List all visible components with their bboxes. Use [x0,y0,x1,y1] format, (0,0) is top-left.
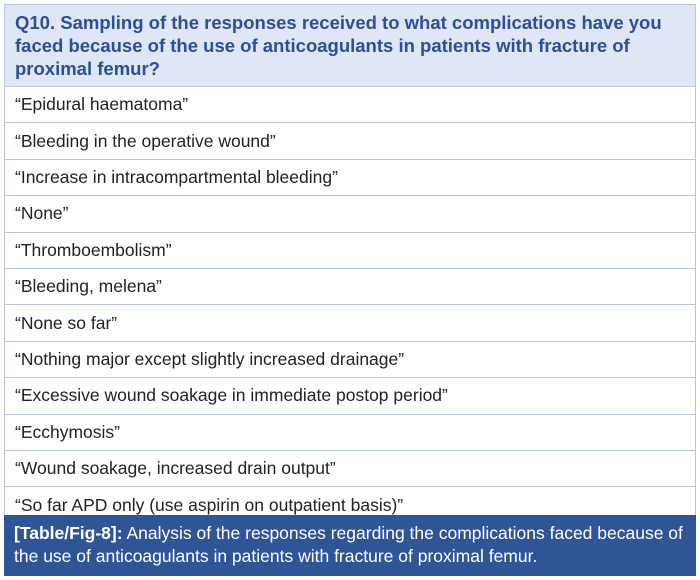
table-row: “Excessive wound soakage in immediate postop period” [5,378,695,414]
table-row: “Wound soakage, increased drain output” [5,451,695,487]
table-row: “Bleeding in the operative wound” [5,123,695,159]
table-row: “Increase in intracompartmental bleeding” [5,160,695,196]
table-row: “Ecchymosis” [5,415,695,451]
table-rows [5,87,695,524]
table-row: “Nothing major except slightly increased drainage” [5,342,695,378]
caption-text: Analysis of the responses regarding the complications faced because of the use of anticoagulants in patients with fracture of proximal femur. [14,523,683,566]
table-row: “None so far” [5,305,695,341]
table-header: Q10. Sampling of the responses received to what complications have you faced because of the use of anticoagulants in patients with fracture of proximal femur? [5,5,695,87]
responses-table [4,4,696,525]
table-row: “So far APD only (use aspirin on outpatient basis)” [5,487,695,523]
table-row: “Bleeding, melena” [5,269,695,305]
table-row: “Epidural haematoma” [5,87,695,123]
figure-caption [4,515,696,576]
table-row: “None” [5,196,695,232]
table-row: “Thromboembolism” [5,233,695,269]
caption-tag: [Table/Fig-8]: [14,523,123,543]
